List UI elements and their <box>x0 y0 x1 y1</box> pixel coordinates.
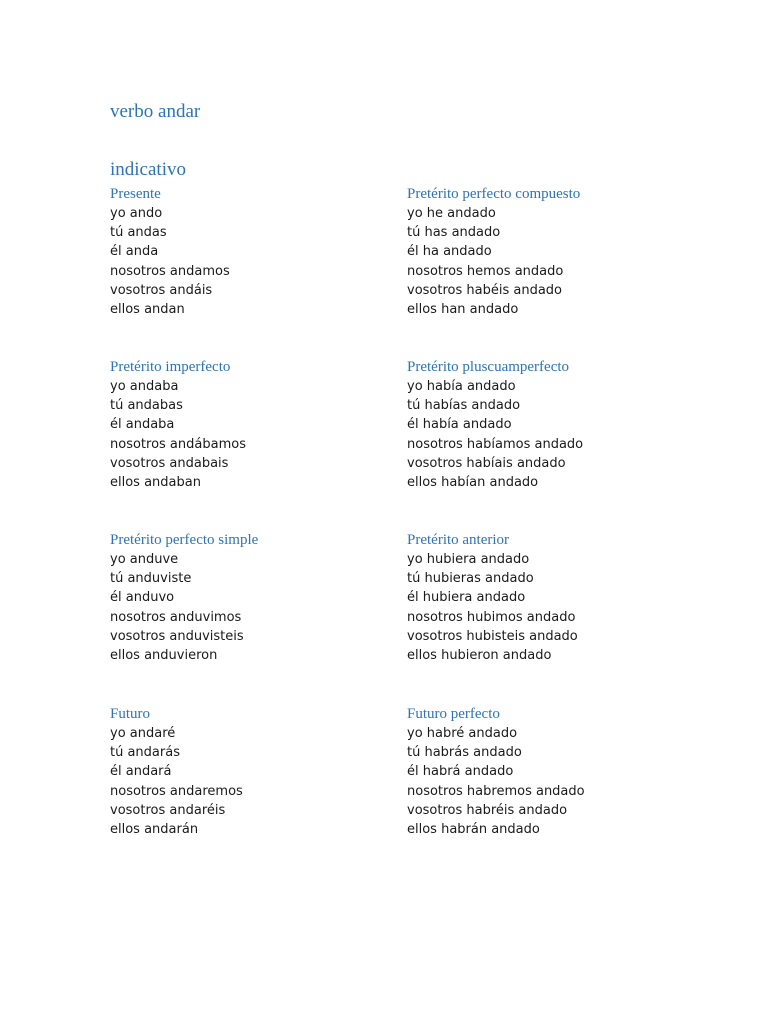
tense-presente <box>110 184 390 319</box>
conjugation-form: nosotros hubimos andado <box>407 609 576 625</box>
conjugation-form: vosotros habíais andado <box>407 455 566 471</box>
conjugation-form: vosotros andáis <box>110 282 213 298</box>
conjugation-form: yo he andado <box>407 206 496 221</box>
conjugation-list <box>407 204 687 319</box>
conjugation-list <box>407 550 687 665</box>
conjugation-form: él anduvo <box>110 590 175 606</box>
conjugation-form: yo andaba <box>110 379 179 394</box>
conjugation-form: yo andaré <box>110 726 176 741</box>
tense-heading: Pretérito perfecto compuesto <box>407 186 581 202</box>
document-title: verbo andar <box>110 101 201 122</box>
conjugation-form: vosotros hubisteis andado <box>407 628 578 644</box>
conjugation-form: nosotros hemos andado <box>407 263 564 279</box>
conjugation-form: tú hubieras andado <box>407 571 534 587</box>
conjugation-form: tú andas <box>110 225 167 241</box>
conjugation-form: tú habrás andado <box>407 745 522 761</box>
conjugation-form: nosotros habíamos andado <box>407 436 584 452</box>
conjugation-list <box>110 550 390 665</box>
conjugation-form: él ha andado <box>407 244 492 260</box>
tense-heading: Futuro <box>110 706 151 722</box>
tense-heading: Pretérito imperfecto <box>110 359 231 375</box>
tense-preterito-perfecto-simple <box>110 530 390 665</box>
conjugation-form: él habrá andado <box>407 764 514 780</box>
mood-heading: indicativo <box>110 159 186 180</box>
conjugation-form: yo ando <box>110 206 163 221</box>
conjugation-form: vosotros anduvisteis <box>110 628 244 644</box>
conjugation-form: nosotros andaremos <box>110 783 243 799</box>
tense-heading: Presente <box>110 186 161 202</box>
conjugation-form: yo habré andado <box>407 726 518 741</box>
conjugation-list <box>407 724 687 839</box>
conjugation-form: vosotros andabais <box>110 455 229 471</box>
conjugation-form: nosotros andábamos <box>110 436 246 452</box>
tense-futuro <box>110 704 390 839</box>
conjugation-form: tú andabas <box>110 398 183 414</box>
conjugation-list <box>110 724 390 839</box>
tense-heading: Pretérito pluscuamperfecto <box>407 359 570 375</box>
conjugation-form: nosotros habremos andado <box>407 783 585 799</box>
conjugation-form: tú habías andado <box>407 398 521 414</box>
conjugation-form: ellos han andado <box>407 301 519 317</box>
conjugation-form: yo había andado <box>407 379 516 394</box>
conjugation-form: vosotros andaréis <box>110 802 226 818</box>
conjugation-form: vosotros habéis andado <box>407 282 562 298</box>
conjugation-form: ellos habían andado <box>407 474 539 490</box>
conjugation-form: ellos andan <box>110 301 185 317</box>
conjugation-form: él andaba <box>110 417 175 433</box>
conjugation-form: ellos andarán <box>110 821 199 837</box>
conjugation-list <box>110 377 390 492</box>
conjugation-list <box>407 377 687 492</box>
tense-heading: Futuro perfecto <box>407 706 500 722</box>
conjugation-form: nosotros andamos <box>110 263 230 279</box>
conjugation-form: tú andarás <box>110 745 180 761</box>
tense-heading: Pretérito anterior <box>407 532 510 548</box>
conjugation-form: él había andado <box>407 417 512 433</box>
conjugation-form: tú has andado <box>407 225 501 241</box>
conjugation-form: tú anduviste <box>110 571 192 587</box>
tense-preterito-pluscuamperfecto <box>407 357 687 492</box>
tense-preterito-imperfecto <box>110 357 390 492</box>
tense-heading: Pretérito perfecto simple <box>110 532 259 548</box>
conjugation-form: yo anduve <box>110 552 179 567</box>
conjugation-form: ellos andaban <box>110 474 201 490</box>
conjugation-form: él hubiera andado <box>407 590 526 606</box>
conjugation-form: ellos habrán andado <box>407 821 540 837</box>
conjugation-form: vosotros habréis andado <box>407 802 568 818</box>
conjugation-form: él anda <box>110 244 159 260</box>
conjugation-form: ellos hubieron andado <box>407 647 552 663</box>
tense-preterito-anterior <box>407 530 687 665</box>
conjugation-form: él andará <box>110 764 172 780</box>
tense-preterito-perfecto-compuesto <box>407 184 687 319</box>
conjugation-list <box>110 204 390 319</box>
conjugation-form: nosotros anduvimos <box>110 609 242 625</box>
conjugation-form: ellos anduvieron <box>110 647 218 663</box>
conjugation-form: yo hubiera andado <box>407 552 530 567</box>
tense-futuro-perfecto <box>407 704 687 839</box>
